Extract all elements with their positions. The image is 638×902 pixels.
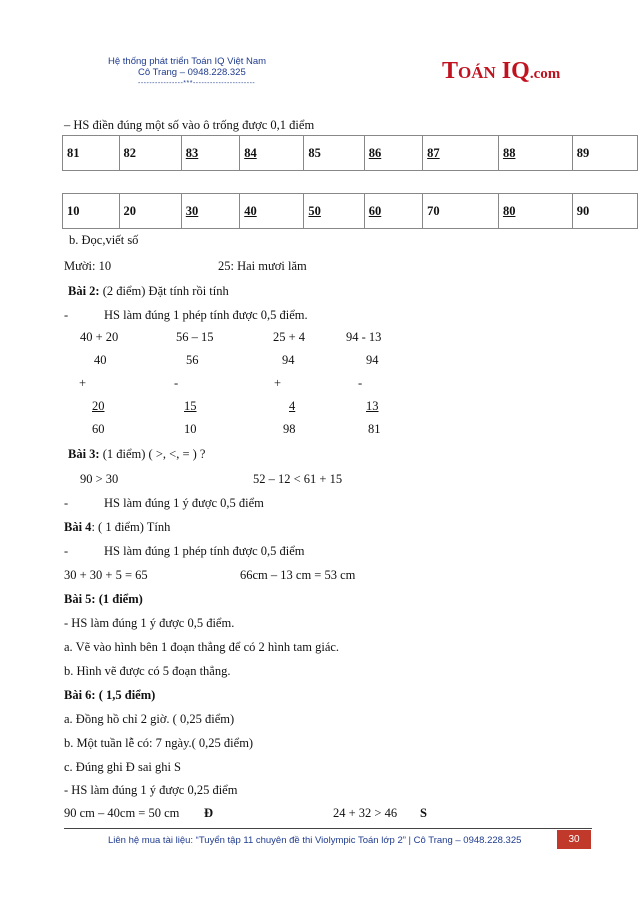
bai5-line2: a. Vẽ vào hình bên 1 đoạn thẳng để có 2 hình tam giác. xyxy=(64,640,340,654)
bai3-heading: Bài 3: (1 điểm) ( >, <, = ) ? xyxy=(68,447,206,461)
expr: 40 + 20 xyxy=(80,330,119,344)
bai2-heading: Bài 2: (2 điểm) Đặt tính rồi tính xyxy=(68,284,229,298)
cell: 89 xyxy=(572,136,637,171)
column-top: 40 xyxy=(94,353,107,367)
page-number: 30 xyxy=(557,830,591,849)
bai6-line1: a. Đồng hồ chỉ 2 giờ. ( 0,25 điểm) xyxy=(64,712,235,726)
header-divider: ----------------***---------------------- xyxy=(138,80,256,87)
expr: 94 - 13 xyxy=(346,330,382,344)
number-table-1 xyxy=(62,135,638,171)
bai6-heading: Bài 6: ( 1,5 điểm) xyxy=(64,688,156,702)
bai3-dash: - xyxy=(64,496,69,510)
cell: 30 xyxy=(181,194,239,229)
bai5-line3: b. Hình vẽ được có 5 đoạn thẳng. xyxy=(64,664,231,678)
cell: 20 xyxy=(119,194,181,229)
column-top: 56 xyxy=(186,353,199,367)
cell: 83 xyxy=(181,136,239,171)
cell: 87 xyxy=(423,136,499,171)
bai6-line4: - HS làm đúng 1 ý được 0,25 điểm xyxy=(64,783,238,797)
bai6-line2: b. Một tuần lễ có: 7 ngày.( 0,25 điểm) xyxy=(64,736,254,750)
column-mid: 13 xyxy=(366,399,379,413)
bai4-right: 66cm – 13 cm = 53 cm xyxy=(240,568,356,582)
bai3-note: HS làm đúng 1 ý được 0,5 điểm xyxy=(104,496,264,510)
header-title: Hệ thống phát triển Toán IQ Việt Nam xyxy=(108,56,267,67)
bai6-right: 24 + 32 > 46 xyxy=(333,806,398,820)
column-op: - xyxy=(358,376,363,390)
cell: 81 xyxy=(63,136,120,171)
read-left: Mười: 10 xyxy=(64,259,112,273)
cell: 10 xyxy=(63,194,120,229)
bai6-left-mark: Đ xyxy=(204,806,214,820)
column-mid: 15 xyxy=(184,399,197,413)
bai6-left: 90 cm – 40cm = 50 cm xyxy=(64,806,180,820)
cell: 85 xyxy=(304,136,364,171)
expr: 25 + 4 xyxy=(273,330,306,344)
cell: 90 xyxy=(572,194,637,229)
bai6-right-mark: S xyxy=(420,806,427,820)
logo: TOÁN IQ.com xyxy=(442,58,561,84)
bai4-note: HS làm đúng 1 phép tính được 0,5 điểm xyxy=(104,544,305,558)
column-result: 60 xyxy=(92,422,105,436)
cell: 60 xyxy=(364,194,422,229)
header xyxy=(108,56,266,89)
cell: 50 xyxy=(304,194,364,229)
bai6-line3: c. Đúng ghi Đ sai ghi S xyxy=(64,760,182,774)
bai4-heading: Bài 4: ( 1 điểm) Tính xyxy=(64,520,171,534)
footer-text: Liên hệ mua tài liệu: “Tuyển tập 11 chuyên đề thi Violympic Toán lớp 2” | Cô Trang – 0948.228.325 xyxy=(108,835,522,846)
bai2-note: HS làm đúng 1 phép tính được 0,5 điểm. xyxy=(104,308,308,322)
column-top: 94 xyxy=(366,353,379,367)
footer-divider xyxy=(64,828,592,829)
b-label: b. Đọc,viết số xyxy=(69,233,139,247)
expr: 56 – 15 xyxy=(176,330,214,344)
number-table-2 xyxy=(62,193,638,229)
column-mid: 4 xyxy=(289,399,296,413)
column-result: 81 xyxy=(368,422,381,436)
column-mid: 20 xyxy=(92,399,105,413)
column-op: + xyxy=(79,376,87,390)
header-contact: Cô Trang – 0948.228.325 xyxy=(138,67,246,78)
bai5-line1: - HS làm đúng 1 ý được 0,5 điểm. xyxy=(64,616,235,630)
column-top: 94 xyxy=(282,353,295,367)
column-result: 98 xyxy=(283,422,296,436)
bai4-left: 30 + 30 + 5 = 65 xyxy=(64,568,148,582)
bai3-right: 52 – 12 < 61 + 15 xyxy=(253,472,343,486)
cell: 82 xyxy=(119,136,181,171)
column-op: + xyxy=(274,376,282,390)
cell: 88 xyxy=(498,136,572,171)
bai2-dash: - xyxy=(64,308,69,322)
intro-text: – HS điền đúng một số vào ô trống được 0,1 điểm xyxy=(64,118,315,132)
bai3-left: 90 > 30 xyxy=(80,472,119,486)
cell: 70 xyxy=(423,194,499,229)
cell: 40 xyxy=(240,194,304,229)
column-op: - xyxy=(174,376,179,390)
cell: 84 xyxy=(240,136,304,171)
bai4-dash: - xyxy=(64,544,69,558)
bai5-heading: Bài 5: (1 điểm) xyxy=(64,592,143,606)
cell: 80 xyxy=(498,194,572,229)
column-result: 10 xyxy=(184,422,197,436)
read-right: 25: Hai mươi lăm xyxy=(218,259,307,273)
cell: 86 xyxy=(364,136,422,171)
